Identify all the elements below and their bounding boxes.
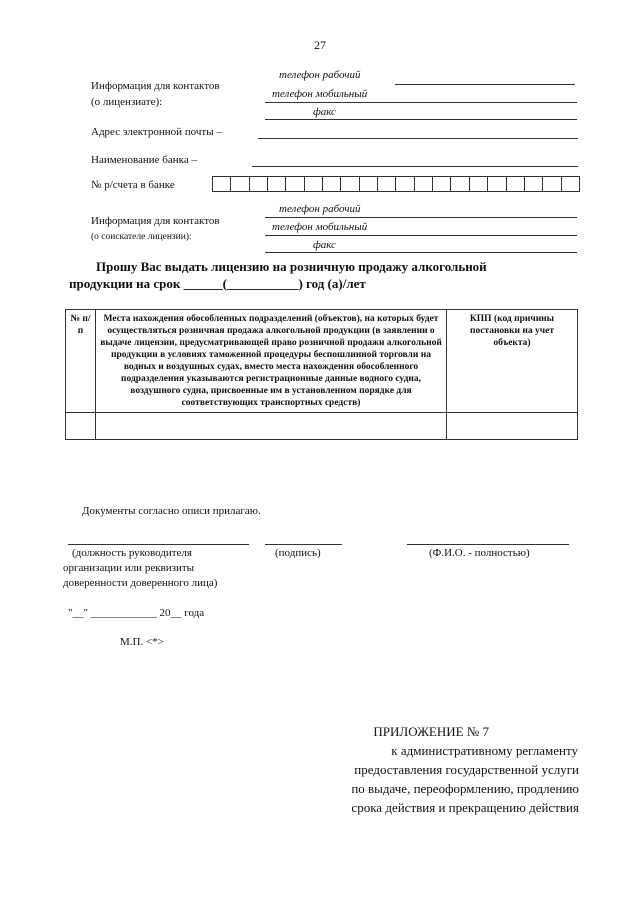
licensee-contacts-label-line2: (о лицензиате): (91, 96, 163, 108)
applicant-phone-mobile-label: телефон мобильный (272, 221, 368, 233)
licensee-phone-mobile-field[interactable] (265, 102, 577, 103)
appendix-line1: к административному регламенту (391, 743, 578, 758)
applicant-phone-work-label: телефон рабочий (279, 203, 361, 215)
licensee-phone-work-label: телефон рабочий (279, 69, 361, 81)
email-field[interactable] (258, 138, 578, 139)
applicant-phone-work-field[interactable] (265, 217, 577, 218)
applicant-fax-label: факс (313, 239, 336, 251)
applicant-phone-mobile-field[interactable] (265, 235, 577, 236)
table-cell-kpp[interactable] (447, 413, 578, 440)
licensee-phone-work-field[interactable] (395, 84, 575, 85)
position-caption-line1: (должность руководителя (72, 547, 192, 559)
email-label: Адрес электронной почты – (91, 126, 222, 138)
licensee-phone-mobile-label: телефон мобильный (272, 88, 368, 100)
table-header-kpp: КПП (код причины постановки на учет объекта) (447, 310, 578, 413)
bank-field[interactable] (252, 166, 578, 167)
position-field[interactable] (68, 544, 249, 545)
fio-field[interactable] (407, 544, 569, 545)
applicant-fax-field[interactable] (265, 252, 577, 253)
applicant-contacts-label-line1: Информация для контактов (91, 215, 220, 227)
stamp-mark: М.П. <*> (120, 636, 164, 648)
applicant-contacts-label-line2: (о соискателе лицензии): (91, 232, 192, 242)
appendix-line4: срока действия и прекращению действия (351, 800, 579, 815)
account-label: № р/счета в банке (91, 179, 175, 191)
licensee-contacts-label-line1: Информация для контактов (91, 80, 220, 92)
signature-field[interactable] (265, 544, 342, 545)
table-cell-places[interactable] (96, 413, 447, 440)
appendix-title: ПРИЛОЖЕНИЕ № 7 (373, 724, 489, 739)
page-number: 27 (314, 38, 326, 52)
licensee-fax-field[interactable] (265, 119, 577, 120)
fio-caption: (Ф.И.О. - полностью) (429, 547, 530, 559)
request-line1: Прошу Вас выдать лицензию на розничную продажу алкогольной (96, 259, 487, 274)
appendix-line2: предоставления государственной услуги (354, 762, 579, 777)
table-header-places: Места нахождения обособленных подразделений (объектов), на которых будет осуществляться розничная продажа алкогольной продукции (в заявлении о выдаче лицензии, предусматривающей право розничной продажи алкогольной продукции в условиях таможенной процедуры беспошлинной торговли на водных и воздушных судах, вместо места нахождения обособленного подразделения указываются регистрационные данные водного судна, воздушного судна, присвоенные им в установленном порядке для соответствующих транспортных средств) (96, 310, 447, 413)
bank-label: Наименование банка – (91, 154, 197, 166)
position-caption-line3: доверенности доверенного лица) (63, 577, 218, 589)
appendix-line3: по выдаче, переоформлению, продлению (351, 781, 579, 796)
account-number-boxes[interactable] (212, 176, 580, 192)
request-line2: продукции на срок ______(___________) год (а)/лет (69, 276, 366, 291)
position-caption-line2: организации или реквизиты (63, 562, 195, 574)
table-cell-number[interactable] (66, 413, 96, 440)
documents-text: Документы согласно описи прилагаю. (82, 505, 261, 517)
date-line[interactable]: "__" ____________ 20__ года (68, 607, 205, 619)
licensee-fax-label: факс (313, 106, 336, 118)
places-table (65, 309, 578, 440)
table-header-number: № п/п (66, 310, 96, 413)
signature-caption: (подпись) (275, 547, 321, 559)
